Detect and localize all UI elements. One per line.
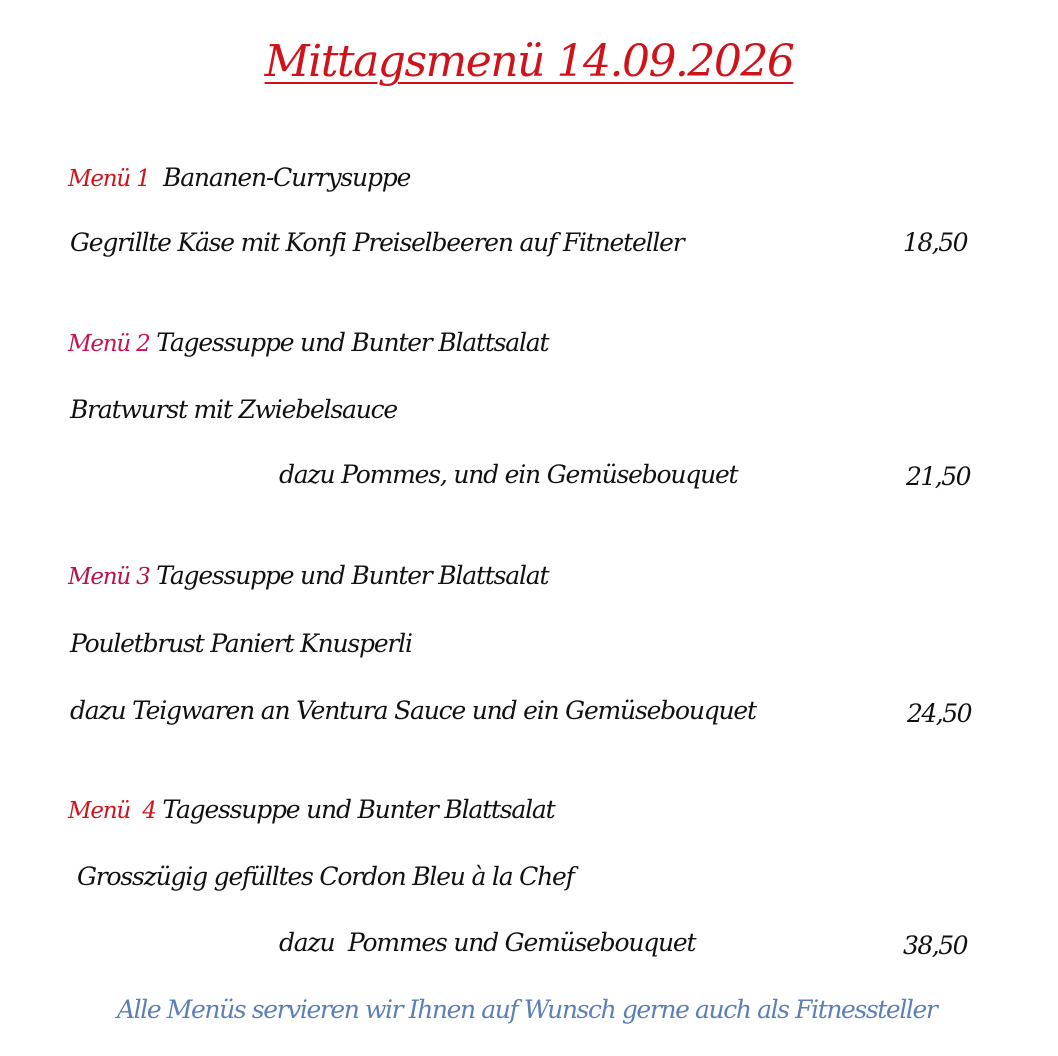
menu-3-side: dazu Teigwaren an Ventura Sauce und ein Gemüsebouquet <box>70 696 756 725</box>
menu-2-side: dazu Pommes, und ein Gemüsebouquet <box>279 460 738 489</box>
menu-4-header <box>68 797 554 823</box>
menu-1-label: Menü 1 <box>68 166 150 192</box>
menu-3-soup: Tagessuppe und Bunter Blattsalat <box>156 561 549 590</box>
menu-2-soup: Tagessuppe und Bunter Blattsalat <box>156 328 549 357</box>
menu-4-main: Grosszügig gefülltes Cordon Bleu à la Chef <box>77 862 574 891</box>
menu-1-header <box>68 165 410 191</box>
menu-1-soup: Bananen-Currysuppe <box>163 163 411 192</box>
menu-2-header <box>68 330 548 356</box>
menu-4-price: 38,50 <box>903 931 968 960</box>
menu-3-main: Pouletbrust Paniert Knusperli <box>70 629 412 658</box>
menu-2-label: Menü 2 <box>68 331 150 357</box>
menu-1-price: 18,50 <box>903 228 968 257</box>
menu-4-side: dazu Pommes und Gemüsebouquet <box>279 928 696 957</box>
menu-4-soup: Tagessuppe und Bunter Blattsalat <box>162 795 555 824</box>
menu-3-price: 24,50 <box>907 699 972 728</box>
page-title: Mittagsmenü 14.09.2026 <box>264 36 794 87</box>
menu-4-label: Menü 4 <box>68 798 156 824</box>
menu-2-price: 21,50 <box>906 462 971 491</box>
footer-note: Alle Menüs servieren wir Ihnen auf Wunsch gerne auch als Fitnessteller <box>117 995 937 1024</box>
menu-3-header <box>68 563 548 589</box>
menu-1-main: Gegrillte Käse mit Konfi Preiselbeeren auf Fitneteller <box>70 228 684 257</box>
menu-3-label: Menü 3 <box>68 564 150 590</box>
menu-2-main: Bratwurst mit Zwiebelsauce <box>70 395 398 424</box>
